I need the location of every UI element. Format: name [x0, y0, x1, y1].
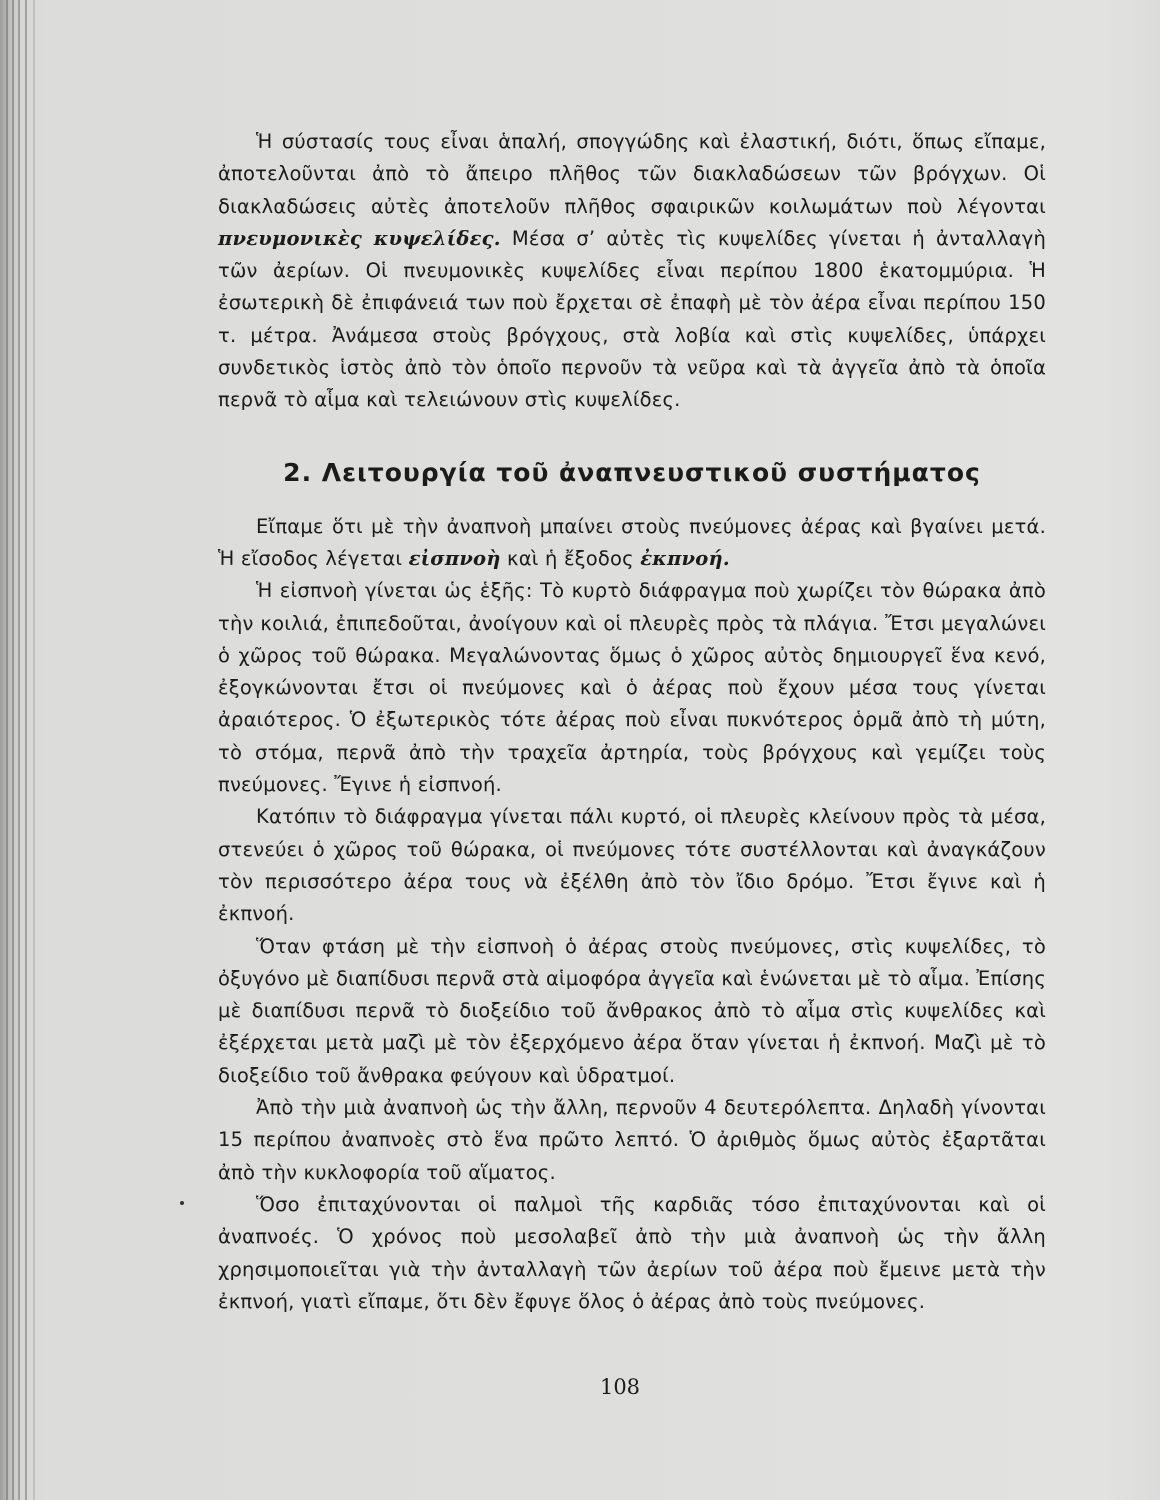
book-binding-edge — [0, 0, 42, 1500]
p1-emphasis-exhalation: ἐκπνοή. — [640, 546, 730, 570]
paragraph-4: Ὅταν φτάση μὲ τὴν εἰσπνοὴ ὁ ἀέρας στοὺς πνεύμονες, στὶς κυψελίδες, τὸ ὀξυγόνο μὲ διαπίδυσι περνᾶ στὰ αἱμοφόρα ἀγγεῖα καὶ ἑνώνεται μὲ τὸ αἷμα. Ἐπίσης μὲ διαπίδυσι περνᾶ τὸ διοξείδιο τοῦ ἄνθρακος ἀπὸ τὸ αἷμα στὶς κυψελίδες καὶ ἐξέρχεται μετὰ μαζὶ μὲ τὸν ἐξερχόμενο ἀέρα ὅταν γίνεται ἡ ἐκπνοή. Μαζὶ μὲ τὸ διοξείδιο τοῦ ἄνθρακα φεύγουν καὶ ὑδρατμοί. — [218, 934, 1046, 1087]
paragraph-1 — [218, 511, 1046, 576]
paragraph-2: Ἡ εἰσπνοὴ γίνεται ὡς ἑξῆς: Τὸ κυρτὸ διάφραγμα ποὺ χωρίζει τὸν θώρακα ἀπὸ τὴν κοιλιά, ἐπιπεδοῦται, ἀνοίγουν καὶ οἱ πλευρὲς πρὸς τὰ πλάγια. Ἔτσι μεγαλώνει ὁ χῶρος τοῦ θώρακα. Μεγαλώνοντας ὅμως ὁ χῶρος αὐτὸς δημιουργεῖ ἕνα κενό, ἐξογκώνονται ἔτσι οἱ πνεύμονες καὶ ὁ ἀέρας ποὺ ἔχουν μέσα τους γίνεται ἀραιότερος. Ὁ ἐξωτερικὸς τότε ἀέρας ποὺ εἶναι πυκνότερος ὁρμᾶ ἀπὸ τὴ μύτη, τὸ στόμα, περνᾶ ἀπὸ τὴν τραχεῖα ἀρτηρία, τοὺς βρόγχους καὶ γεμίζει τοὺς πνεύμονες. Ἔγινε ἡ εἰσπνοή. — [218, 579, 1046, 797]
intro-text: Ἡ σύστασίς τους εἶναι ἁπαλή, σπογγώδης καὶ ἐλαστική, διότι, ὅπως εἴπαμε, ἀποτελοῦνται ἀπὸ τὸ ἄπειρο πλῆθος τῶν διακλαδώσεων τῶν βρόγχων. Οἱ διακλαδώσεις αὐτὲς ἀποτελοῦν πλῆθος σφαιρικῶν κοιλωμάτων ποὺ λέγονται — [218, 130, 1046, 218]
paragraph-3: Κατόπιν τὸ διάφραγμα γίνεται πάλι κυρτό, οἱ πλευρὲς κλείνουν πρὸς τὰ μέσα, στενεύει ὁ χῶρος τοῦ θώρακα, οἱ πνεύμονες τότε συστέλλονται καὶ ἀναγκάζουν τὸν περισσότερο ἀέρα τους νὰ ἐξέλθη ἀπὸ τὸν ἴδιο δρόμο. Ἔτσι ἔγινε καὶ ἡ ἐκπνοή. — [218, 805, 1046, 926]
ink-speck — [180, 1201, 184, 1205]
page-text — [218, 126, 1046, 1318]
paragraph-5: Ἀπὸ τὴν μιὰ ἀναπνοὴ ὡς τὴν ἄλλη, περνοῦν 4 δευτερόλεπτα. Δηλαδὴ γίνονται 15 περίπου ἀναπνοὲς στὸ ἕνα πρῶτο λεπτό. Ὁ ἀριθμὸς ὅμως αὐτὸς ἐξαρτᾶται ἀπὸ τὴν κυκλοφορία τοῦ αἵματος. — [218, 1096, 1046, 1184]
intro-rest: Μέσα σ’ αὐτὲς τὶς κυψελίδες γίνεται ἡ ἀνταλλαγὴ τῶν ἀερίων. Οἱ πνευμονικὲς κυψελίδες εἶναι περίπου 1800 ἑκατομμύρια. Ἡ ἐσωτερικὴ δὲ ἐπιφάνειά των ποὺ ἔρχεται σὲ ἐπαφὴ μὲ τὸν ἀέρα εἶναι περίπου 150 τ. μέτρα. Ἀνάμεσα στοὺς βρόγχους, στὰ λοβία καὶ στὶς κυψελίδες, ὑπάρχει συνδετικὸς ἱστὸς ἀπὸ τὸν ὁποῖο περνοῦν τὰ νεῦρα καὶ τὰ ἀγγεῖα ἀπὸ τὰ ὁποῖα περνᾶ τὸ αἷμα καὶ τελειώνουν στὶς κυψελίδες. — [218, 226, 1047, 412]
p1-start: Εἴπαμε ὅτι μὲ τὴν ἀναπνοὴ μπαίνει στοὺς πνεύμονες ἀέρας καὶ βγαίνει μετά. Ἡ εἴσοδος λέγεται — [218, 514, 1046, 570]
p1-emphasis-inhalation: εἰσπνοὴ — [408, 546, 501, 570]
p1-mid: καὶ ἡ ἔξοδος — [500, 546, 641, 570]
page-number: 108 — [599, 1375, 641, 1399]
intro-emphasis: πνευμονικὲς κυψελίδες. — [218, 226, 501, 250]
intro-paragraph — [218, 126, 1046, 417]
section-heading: 2. Λειτουργία τοῦ ἀναπνευστικοῦ συστήματος — [283, 457, 981, 487]
paragraph-6: Ὅσο ἐπιταχύνονται οἱ παλμοὶ τῆς καρδιᾶς τόσο ἐπιταχύνονται καὶ οἱ ἀναπνοές. Ὁ χρόνος ποὺ μεσολαβεῖ ἀπὸ τὴν μιὰ ἀναπνοὴ ὡς τὴν ἄλλη χρησιμοποιεῖται γιὰ τὴν ἀνταλλαγὴ τῶν ἀερίων τοῦ ἀέρα ποὺ ἔμεινε μετὰ τὴν ἐκπνοή, γιατὶ εἴπαμε, ὅτι δὲν ἔφυγε ὅλος ὁ ἀέρας ἀπὸ τοὺς πνεύμονες. — [218, 1192, 1046, 1313]
